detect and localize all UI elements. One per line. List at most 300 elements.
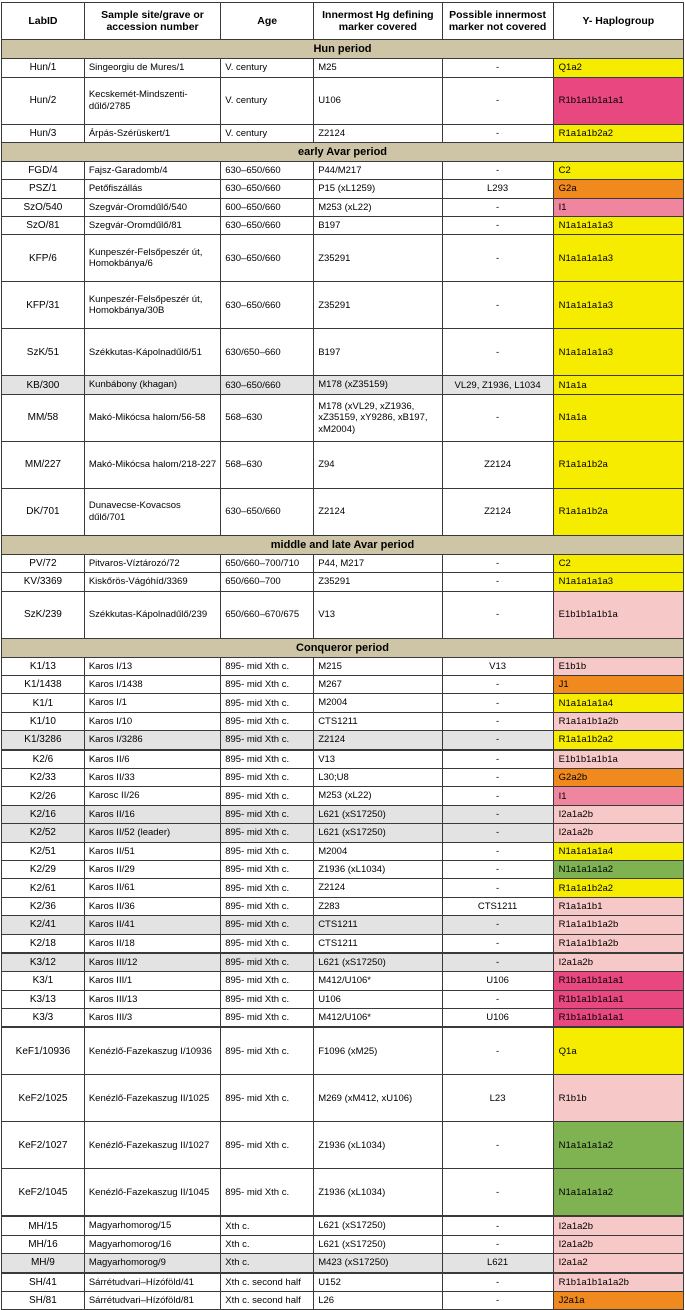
cell-possible-marker: L293 xyxy=(442,180,553,198)
cell-age: V. century xyxy=(221,59,314,77)
table-row xyxy=(2,916,684,934)
cell-innermost-marker: Z2124 xyxy=(314,124,442,142)
cell-possible-marker: - xyxy=(442,694,553,712)
cell-labid: K2/16 xyxy=(2,805,85,823)
cell-age: 630–650/660 xyxy=(221,282,314,329)
cell-sample-site: Karos III/1 xyxy=(84,972,220,990)
cell-sample-site: Székkutas-Kápolnadűlő/51 xyxy=(84,329,220,376)
cell-age: 895- mid Xth c. xyxy=(221,694,314,712)
cell-possible-marker: L23 xyxy=(442,1075,553,1122)
cell-innermost-marker: M2004 xyxy=(314,842,442,860)
cell-possible-marker: - xyxy=(442,1273,553,1292)
column-header-possible-marker: Possible innermost marker not covered xyxy=(442,3,553,40)
cell-sample-site: Karos II/51 xyxy=(84,842,220,860)
cell-haplogroup: N1a1a1a1a2 xyxy=(553,860,683,878)
cell-labid: K2/51 xyxy=(2,842,85,860)
cell-labid: K2/29 xyxy=(2,860,85,878)
cell-labid: K2/61 xyxy=(2,879,85,897)
cell-haplogroup: E1b1b1a1b1a xyxy=(553,591,683,638)
cell-age: 568–630 xyxy=(221,394,314,441)
cell-sample-site: Karos II/33 xyxy=(84,768,220,786)
cell-possible-marker: - xyxy=(442,842,553,860)
cell-age: 895- mid Xth c. xyxy=(221,1075,314,1122)
cell-possible-marker: - xyxy=(442,860,553,878)
cell-labid: PSZ/1 xyxy=(2,180,85,198)
cell-haplogroup: I2a1a2b xyxy=(553,1235,683,1253)
cell-sample-site: Kunpeszér-Felsőpeszér út, Homokbánya/6 xyxy=(84,235,220,282)
cell-sample-site: Karos II/16 xyxy=(84,805,220,823)
table-row xyxy=(2,990,684,1008)
table-row xyxy=(2,235,684,282)
table-row xyxy=(2,77,684,124)
cell-haplogroup: C2 xyxy=(553,161,683,179)
cell-age: Xth c. second half xyxy=(221,1273,314,1292)
cell-haplogroup: N1a1a1a1a4 xyxy=(553,694,683,712)
cell-innermost-marker: V13 xyxy=(314,750,442,769)
haplogroup-table xyxy=(1,2,684,1310)
cell-sample-site: Székkutas-Kápolnadűlő/239 xyxy=(84,591,220,638)
cell-possible-marker: - xyxy=(442,916,553,934)
cell-age: 895- mid Xth c. xyxy=(221,787,314,805)
table-body xyxy=(2,40,684,1310)
table-row xyxy=(2,676,684,694)
cell-possible-marker: L621 xyxy=(442,1254,553,1273)
cell-age: 895- mid Xth c. xyxy=(221,860,314,878)
cell-haplogroup: N1a1a1a1a3 xyxy=(553,217,683,235)
cell-age: 895- mid Xth c. xyxy=(221,934,314,953)
cell-innermost-marker: M178 (xZ35159) xyxy=(314,376,442,394)
cell-innermost-marker: P44/M217 xyxy=(314,161,442,179)
section-header-row xyxy=(2,40,684,59)
cell-labid: MH/9 xyxy=(2,1254,85,1273)
cell-sample-site: Kecskemét-Mindszenti-dűlő/2785 xyxy=(84,77,220,124)
cell-age: 630–650/660 xyxy=(221,180,314,198)
cell-innermost-marker: L621 (xS17250) xyxy=(314,1235,442,1253)
cell-innermost-marker: U106 xyxy=(314,990,442,1008)
section-title: middle and late Avar period xyxy=(2,535,684,554)
column-header-age: Age xyxy=(221,3,314,40)
cell-labid: MH/16 xyxy=(2,1235,85,1253)
cell-labid: K1/13 xyxy=(2,657,85,675)
cell-haplogroup: R1a1a1b2a2 xyxy=(553,879,683,897)
cell-possible-marker: - xyxy=(442,787,553,805)
cell-haplogroup: R1a1a1b2a2 xyxy=(553,124,683,142)
cell-age: 600–650/660 xyxy=(221,198,314,216)
cell-labid: K3/3 xyxy=(2,1009,85,1028)
cell-sample-site: Magyarhomorog/16 xyxy=(84,1235,220,1253)
cell-sample-site: Karos II/18 xyxy=(84,934,220,953)
cell-innermost-marker: L30;U8 xyxy=(314,768,442,786)
cell-age: 895- mid Xth c. xyxy=(221,842,314,860)
section-header-row xyxy=(2,142,684,161)
cell-age: 895- mid Xth c. xyxy=(221,676,314,694)
cell-age: 895- mid Xth c. xyxy=(221,972,314,990)
table-row xyxy=(2,805,684,823)
cell-age: 895- mid Xth c. xyxy=(221,1009,314,1028)
cell-age: 895- mid Xth c. xyxy=(221,712,314,730)
cell-sample-site: Fajsz-Garadomb/4 xyxy=(84,161,220,179)
cell-labid: MM/227 xyxy=(2,441,85,488)
cell-possible-marker: - xyxy=(442,59,553,77)
table-row xyxy=(2,1122,684,1169)
cell-innermost-marker: L621 (xS17250) xyxy=(314,953,442,972)
cell-sample-site: Pitvaros-Víztározó/72 xyxy=(84,554,220,572)
cell-sample-site: Magyarhomorog/9 xyxy=(84,1254,220,1273)
cell-haplogroup: C2 xyxy=(553,554,683,572)
cell-possible-marker: - xyxy=(442,676,553,694)
cell-labid: KFP/31 xyxy=(2,282,85,329)
cell-innermost-marker: U152 xyxy=(314,1273,442,1292)
cell-innermost-marker: Z1936 (xL1034) xyxy=(314,1122,442,1169)
table-row xyxy=(2,1027,684,1075)
cell-labid: KB/300 xyxy=(2,376,85,394)
table-row xyxy=(2,1235,684,1253)
table-row xyxy=(2,731,684,750)
section-title: Conqueror period xyxy=(2,638,684,657)
table-row xyxy=(2,59,684,77)
cell-haplogroup: N1a1a1a1a3 xyxy=(553,235,683,282)
cell-labid: K3/1 xyxy=(2,972,85,990)
cell-innermost-marker: L621 (xS17250) xyxy=(314,1216,442,1235)
cell-innermost-marker: L621 (xS17250) xyxy=(314,805,442,823)
cell-age: 568–630 xyxy=(221,441,314,488)
cell-sample-site: Sárrétudvari–Hízóföld/81 xyxy=(84,1292,220,1310)
cell-age: Xth c. second half xyxy=(221,1292,314,1310)
table-row xyxy=(2,657,684,675)
cell-haplogroup: R1a1a1b1a2b xyxy=(553,916,683,934)
cell-age: 895- mid Xth c. xyxy=(221,657,314,675)
cell-haplogroup: R1a1a1b2a xyxy=(553,488,683,535)
cell-sample-site: Kenézlő-Fazekaszug II/1045 xyxy=(84,1169,220,1217)
cell-haplogroup: G2a2b xyxy=(553,768,683,786)
cell-age: 630–650/660 xyxy=(221,376,314,394)
cell-innermost-marker: M412/U106* xyxy=(314,972,442,990)
cell-age: 630–650/660 xyxy=(221,217,314,235)
cell-labid: PV/72 xyxy=(2,554,85,572)
table-row xyxy=(2,824,684,842)
cell-possible-marker: - xyxy=(442,394,553,441)
cell-sample-site: Karos I/10 xyxy=(84,712,220,730)
header-row xyxy=(2,3,684,40)
cell-haplogroup: I1 xyxy=(553,198,683,216)
cell-sample-site: Karosc II/26 xyxy=(84,787,220,805)
cell-innermost-marker: B197 xyxy=(314,329,442,376)
cell-age: 650/660–700/710 xyxy=(221,554,314,572)
cell-possible-marker: - xyxy=(442,824,553,842)
cell-labid: K2/6 xyxy=(2,750,85,769)
cell-innermost-marker: M178 (xVL29, xZ1936, xZ35159, xY9286, xB197, xM2004) xyxy=(314,394,442,441)
cell-sample-site: Sárrétudvari–Hízóföld/41 xyxy=(84,1273,220,1292)
cell-haplogroup: I2a1a2b xyxy=(553,1216,683,1235)
table-row xyxy=(2,934,684,953)
cell-age: 895- mid Xth c. xyxy=(221,1122,314,1169)
cell-labid: KeF2/1025 xyxy=(2,1075,85,1122)
table-row xyxy=(2,694,684,712)
cell-age: 895- mid Xth c. xyxy=(221,897,314,915)
table-row xyxy=(2,1075,684,1122)
cell-labid: K1/3286 xyxy=(2,731,85,750)
cell-innermost-marker: P15 (xL1259) xyxy=(314,180,442,198)
cell-labid: Hun/3 xyxy=(2,124,85,142)
cell-possible-marker: V13 xyxy=(442,657,553,675)
cell-age: 895- mid Xth c. xyxy=(221,824,314,842)
cell-age: 895- mid Xth c. xyxy=(221,750,314,769)
cell-possible-marker: - xyxy=(442,1235,553,1253)
cell-sample-site: Karos II/41 xyxy=(84,916,220,934)
cell-possible-marker: - xyxy=(442,1169,553,1217)
table-row xyxy=(2,554,684,572)
column-header-sample-site: Sample site/grave or accession number xyxy=(84,3,220,40)
cell-sample-site: Karos II/36 xyxy=(84,897,220,915)
cell-possible-marker: - xyxy=(442,217,553,235)
cell-labid: KeF2/1045 xyxy=(2,1169,85,1217)
cell-sample-site: Kunbábony (khagan) xyxy=(84,376,220,394)
cell-innermost-marker: CTS1211 xyxy=(314,712,442,730)
cell-age: 895- mid Xth c. xyxy=(221,1027,314,1075)
cell-labid: KV/3369 xyxy=(2,573,85,591)
table-row xyxy=(2,1216,684,1235)
cell-sample-site: Makó-Mikócsa halom/56-58 xyxy=(84,394,220,441)
cell-possible-marker: U106 xyxy=(442,972,553,990)
cell-haplogroup: Q1a xyxy=(553,1027,683,1075)
cell-age: 630/650–660 xyxy=(221,329,314,376)
cell-haplogroup: J1 xyxy=(553,676,683,694)
cell-haplogroup: R1b1a1b1a1a2b xyxy=(553,1273,683,1292)
table-row xyxy=(2,750,684,769)
cell-possible-marker: - xyxy=(442,282,553,329)
table-header xyxy=(2,3,684,40)
cell-possible-marker: - xyxy=(442,934,553,953)
cell-innermost-marker: M215 xyxy=(314,657,442,675)
cell-sample-site: Karos I/13 xyxy=(84,657,220,675)
cell-innermost-marker: M269 (xM412, xU106) xyxy=(314,1075,442,1122)
cell-sample-site: Karos III/12 xyxy=(84,953,220,972)
cell-sample-site: Magyarhomorog/15 xyxy=(84,1216,220,1235)
cell-possible-marker: - xyxy=(442,77,553,124)
cell-sample-site: Kenézlő-Fazekaszug I/10936 xyxy=(84,1027,220,1075)
cell-possible-marker: - xyxy=(442,161,553,179)
cell-haplogroup: I2a1a2 xyxy=(553,1254,683,1273)
cell-innermost-marker: M25 xyxy=(314,59,442,77)
cell-haplogroup: R1b1b xyxy=(553,1075,683,1122)
cell-age: 630–650/660 xyxy=(221,488,314,535)
column-header-innermost-marker: Innermost Hg defining marker covered xyxy=(314,3,442,40)
cell-possible-marker: Z2124 xyxy=(442,441,553,488)
cell-labid: Hun/2 xyxy=(2,77,85,124)
cell-possible-marker: - xyxy=(442,990,553,1008)
cell-haplogroup: I2a1a2b xyxy=(553,824,683,842)
cell-labid: SzO/540 xyxy=(2,198,85,216)
cell-labid: SzK/51 xyxy=(2,329,85,376)
cell-sample-site: Karos I/3286 xyxy=(84,731,220,750)
cell-haplogroup: N1a1a1a1a2 xyxy=(553,1122,683,1169)
table-row xyxy=(2,329,684,376)
cell-haplogroup: R1a1a1b2a2 xyxy=(553,731,683,750)
cell-haplogroup: E1b1b1a1b1a xyxy=(553,750,683,769)
cell-haplogroup: N1a1a1a1a4 xyxy=(553,842,683,860)
table-row xyxy=(2,953,684,972)
cell-labid: K2/18 xyxy=(2,934,85,953)
cell-sample-site: Szegvár-Oromdűlő/540 xyxy=(84,198,220,216)
table-row xyxy=(2,161,684,179)
cell-labid: SzO/81 xyxy=(2,217,85,235)
cell-possible-marker: U106 xyxy=(442,1009,553,1028)
cell-labid: SH/41 xyxy=(2,1273,85,1292)
cell-possible-marker: - xyxy=(442,554,553,572)
cell-haplogroup: I2a1a2b xyxy=(553,953,683,972)
table-row xyxy=(2,768,684,786)
cell-labid: K2/36 xyxy=(2,897,85,915)
cell-labid: KeF1/10936 xyxy=(2,1027,85,1075)
cell-possible-marker: CTS1211 xyxy=(442,897,553,915)
page-root xyxy=(0,2,685,1310)
cell-sample-site: Karos I/1 xyxy=(84,694,220,712)
cell-labid: SzK/239 xyxy=(2,591,85,638)
column-header-labid: LabID xyxy=(2,3,85,40)
cell-haplogroup: R1b1a1b1a1a1 xyxy=(553,77,683,124)
cell-innermost-marker: M253 (xL22) xyxy=(314,198,442,216)
cell-haplogroup: N1a1a1a1a3 xyxy=(553,573,683,591)
cell-possible-marker: - xyxy=(442,879,553,897)
table-row xyxy=(2,591,684,638)
cell-labid: MH/15 xyxy=(2,1216,85,1235)
cell-innermost-marker: Z283 xyxy=(314,897,442,915)
table-row xyxy=(2,879,684,897)
cell-age: 895- mid Xth c. xyxy=(221,731,314,750)
cell-possible-marker: - xyxy=(442,235,553,282)
cell-age: 895- mid Xth c. xyxy=(221,805,314,823)
cell-sample-site: Árpás-Szérüskert/1 xyxy=(84,124,220,142)
cell-innermost-marker: M267 xyxy=(314,676,442,694)
cell-labid: K2/33 xyxy=(2,768,85,786)
cell-haplogroup: N1a1a xyxy=(553,394,683,441)
cell-labid: K2/26 xyxy=(2,787,85,805)
cell-haplogroup: G2a xyxy=(553,180,683,198)
cell-possible-marker: - xyxy=(442,953,553,972)
cell-labid: K1/1438 xyxy=(2,676,85,694)
cell-age: V. century xyxy=(221,77,314,124)
table-row xyxy=(2,842,684,860)
cell-haplogroup: N1a1a1a1a2 xyxy=(553,1169,683,1217)
cell-age: 630–650/660 xyxy=(221,161,314,179)
cell-innermost-marker: P44, M217 xyxy=(314,554,442,572)
cell-labid: K2/52 xyxy=(2,824,85,842)
cell-haplogroup: J2a1a xyxy=(553,1292,683,1310)
section-header-row xyxy=(2,535,684,554)
table-row xyxy=(2,712,684,730)
cell-sample-site: Karos II/52 (leader) xyxy=(84,824,220,842)
cell-innermost-marker: Z35291 xyxy=(314,235,442,282)
cell-age: 895- mid Xth c. xyxy=(221,1169,314,1217)
cell-innermost-marker: B197 xyxy=(314,217,442,235)
cell-labid: MM/58 xyxy=(2,394,85,441)
table-row xyxy=(2,897,684,915)
cell-possible-marker: - xyxy=(442,1027,553,1075)
cell-possible-marker: - xyxy=(442,712,553,730)
cell-innermost-marker: M2004 xyxy=(314,694,442,712)
cell-haplogroup: N1a1a1a1a3 xyxy=(553,329,683,376)
cell-age: V. century xyxy=(221,124,314,142)
table-row xyxy=(2,1009,684,1028)
table-row xyxy=(2,217,684,235)
table-row xyxy=(2,488,684,535)
cell-innermost-marker: U106 xyxy=(314,77,442,124)
cell-age: 895- mid Xth c. xyxy=(221,916,314,934)
cell-sample-site: Kiskőrös-Vágóhíd/3369 xyxy=(84,573,220,591)
column-header-haplogroup: Y- Haplogroup xyxy=(553,3,683,40)
cell-labid: SH/81 xyxy=(2,1292,85,1310)
cell-haplogroup: I1 xyxy=(553,787,683,805)
cell-innermost-marker: Z2124 xyxy=(314,731,442,750)
cell-age: 895- mid Xth c. xyxy=(221,768,314,786)
table-row xyxy=(2,376,684,394)
cell-sample-site: Karos III/13 xyxy=(84,990,220,1008)
cell-labid: K1/1 xyxy=(2,694,85,712)
cell-innermost-marker: Z35291 xyxy=(314,282,442,329)
cell-haplogroup: R1a1a1b1 xyxy=(553,897,683,915)
cell-possible-marker: - xyxy=(442,1292,553,1310)
cell-age: 650/660–670/675 xyxy=(221,591,314,638)
cell-haplogroup: R1a1a1b1a2b xyxy=(553,934,683,953)
cell-possible-marker: - xyxy=(442,591,553,638)
cell-age: 895- mid Xth c. xyxy=(221,953,314,972)
cell-possible-marker: Z2124 xyxy=(442,488,553,535)
cell-possible-marker: - xyxy=(442,1122,553,1169)
cell-innermost-marker: Z1936 (xL1034) xyxy=(314,860,442,878)
cell-innermost-marker: M423 (xS17250) xyxy=(314,1254,442,1273)
cell-haplogroup: R1b1a1b1a1a1 xyxy=(553,972,683,990)
cell-sample-site: Karos II/61 xyxy=(84,879,220,897)
cell-innermost-marker: Z35291 xyxy=(314,573,442,591)
cell-possible-marker: - xyxy=(442,198,553,216)
cell-sample-site: Kunpeszér-Felsőpeszér út, Homokbánya/30B xyxy=(84,282,220,329)
cell-haplogroup: R1b1a1b1a1a1 xyxy=(553,1009,683,1028)
section-title: early Avar period xyxy=(2,142,684,161)
cell-innermost-marker: Z94 xyxy=(314,441,442,488)
cell-sample-site: Kenézlő-Fazekaszug II/1027 xyxy=(84,1122,220,1169)
table-row xyxy=(2,124,684,142)
cell-possible-marker: - xyxy=(442,731,553,750)
cell-sample-site: Karos II/29 xyxy=(84,860,220,878)
cell-possible-marker: - xyxy=(442,768,553,786)
table-row xyxy=(2,394,684,441)
cell-innermost-marker: M253 (xL22) xyxy=(314,787,442,805)
cell-age: Xth c. xyxy=(221,1216,314,1235)
cell-possible-marker: - xyxy=(442,573,553,591)
table-row xyxy=(2,441,684,488)
cell-labid: FGD/4 xyxy=(2,161,85,179)
cell-haplogroup: N1a1a xyxy=(553,376,683,394)
cell-innermost-marker: L26 xyxy=(314,1292,442,1310)
cell-labid: K1/10 xyxy=(2,712,85,730)
cell-age: 630–650/660 xyxy=(221,235,314,282)
cell-possible-marker: - xyxy=(442,805,553,823)
cell-innermost-marker: V13 xyxy=(314,591,442,638)
cell-haplogroup: N1a1a1a1a3 xyxy=(553,282,683,329)
table-row xyxy=(2,282,684,329)
cell-haplogroup: R1a1a1b2a xyxy=(553,441,683,488)
cell-age: Xth c. xyxy=(221,1235,314,1253)
cell-innermost-marker: Z2124 xyxy=(314,488,442,535)
cell-age: Xth c. xyxy=(221,1254,314,1273)
table-row xyxy=(2,860,684,878)
cell-labid: K2/41 xyxy=(2,916,85,934)
table-row xyxy=(2,573,684,591)
cell-age: 895- mid Xth c. xyxy=(221,879,314,897)
table-row xyxy=(2,972,684,990)
cell-possible-marker: - xyxy=(442,1216,553,1235)
cell-possible-marker: - xyxy=(442,124,553,142)
